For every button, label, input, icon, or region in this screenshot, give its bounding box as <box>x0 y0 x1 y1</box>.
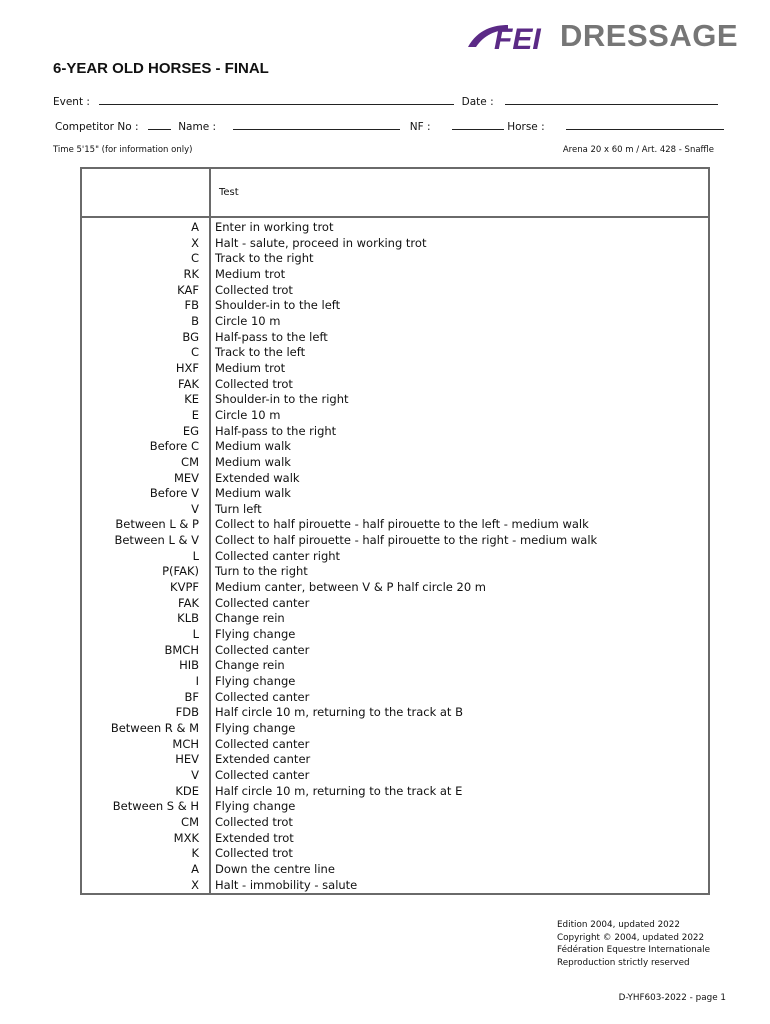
movement-text: Track to the left <box>215 345 306 360</box>
movement-letter: Between L & V <box>114 533 199 548</box>
table-row <box>82 674 708 690</box>
event-label: Event : <box>53 96 90 108</box>
movement-letter: HIB <box>179 658 199 673</box>
movement-letter: FAK <box>178 376 199 391</box>
table-row <box>82 220 708 236</box>
table-row <box>82 846 708 862</box>
movement-letter: P(FAK) <box>162 564 199 579</box>
movement-text: Collected canter <box>215 595 310 610</box>
movement-letter: HXF <box>175 360 199 375</box>
movement-letter: CM <box>181 814 199 829</box>
movement-text: Collected trot <box>215 282 293 297</box>
movement-letter: A <box>191 861 199 876</box>
nf-label: NF : <box>409 121 431 133</box>
movement-letter: E <box>191 407 199 422</box>
page-title: 6-YEAR OLD HORSES - FINAL <box>53 60 269 77</box>
table-row <box>82 549 708 565</box>
table-row <box>82 799 708 815</box>
movement-letter: FAK <box>178 595 199 610</box>
table-row <box>82 862 708 878</box>
table-row <box>82 424 708 440</box>
movement-letter: FB <box>184 298 199 313</box>
movement-text: Turn to the right <box>215 564 308 579</box>
copyright-line: Copyright © 2004, updated 2022 <box>557 932 705 943</box>
movement-text: Enter in working trot <box>215 220 334 234</box>
table-row <box>82 298 708 314</box>
table-row <box>82 721 708 737</box>
table-row <box>82 439 708 455</box>
table-row <box>82 878 708 894</box>
table-row <box>82 831 708 847</box>
logo-dressage-text: DRESSAGE <box>560 18 738 53</box>
table-row <box>82 533 708 549</box>
movement-text: Extended trot <box>215 830 294 845</box>
date-label: Date : <box>461 96 494 108</box>
movement-letter: MXK <box>173 830 199 845</box>
movement-text: Flying change <box>215 721 296 735</box>
table-row <box>82 580 708 596</box>
table-row <box>82 314 708 330</box>
movement-letter: L <box>192 548 199 563</box>
movement-letter: KLB <box>177 611 199 626</box>
movement-letter: KDE <box>175 783 199 798</box>
movement-text: Circle 10 m <box>215 407 281 422</box>
movement-letter: A <box>191 220 199 234</box>
movement-letter: I <box>195 674 199 689</box>
table-row <box>82 251 708 267</box>
movement-letter: BMCH <box>164 642 199 657</box>
movement-letter: KVPF <box>170 580 199 595</box>
movement-list <box>82 220 708 893</box>
nf-field[interactable] <box>452 120 504 130</box>
movement-letter: MCH <box>172 736 199 751</box>
table-row <box>82 768 708 784</box>
movement-letter: FDB <box>175 705 199 720</box>
table-row <box>82 471 708 487</box>
movement-text: Collected canter <box>215 642 310 657</box>
movement-letter: KAF <box>177 282 199 297</box>
movement-text: Medium canter, between V & P half circle 20 m <box>215 580 487 595</box>
movement-letter: BG <box>182 329 199 344</box>
table-row <box>82 283 708 299</box>
table-row <box>82 377 708 393</box>
table-row <box>82 392 708 408</box>
table-row <box>82 330 708 346</box>
movement-text: Medium trot <box>215 360 286 375</box>
horse-field[interactable] <box>566 120 724 130</box>
movement-text: Collect to half pirouette - half pirouette to the left - medium walk <box>215 517 589 532</box>
movement-text: Track to the right <box>215 251 314 266</box>
movement-text: Shoulder-in to the right <box>215 392 349 407</box>
movement-text: Shoulder-in to the left <box>215 298 341 313</box>
time-note: Time 5'15" (for information only) <box>53 145 193 155</box>
movement-text: Collected trot <box>215 814 293 829</box>
fei-logo-mark <box>464 19 556 53</box>
movement-letter: L <box>192 627 199 642</box>
movement-text: Medium walk <box>215 486 291 501</box>
movement-text: Half-pass to the right <box>215 423 337 438</box>
movement-letter: X <box>191 877 199 892</box>
movement-text: Extended canter <box>215 752 311 767</box>
table-row <box>82 486 708 502</box>
header-divider <box>82 216 708 218</box>
movement-text: Collected trot <box>215 376 293 391</box>
table-row <box>82 643 708 659</box>
movement-text: Collected canter right <box>215 548 341 563</box>
movement-letter: CM <box>181 454 199 469</box>
movement-text: Half circle 10 m, returning to the track at B <box>215 705 463 720</box>
table-row <box>82 267 708 283</box>
logo-fei-text: FEI <box>494 23 541 53</box>
table-row <box>82 705 708 721</box>
movement-text: Medium walk <box>215 439 291 454</box>
table-row <box>82 236 708 252</box>
movement-text: Collected canter <box>215 689 310 704</box>
reproduction-line: Reproduction strictly reserved <box>557 957 690 968</box>
table-row <box>82 502 708 518</box>
table-row <box>82 361 708 377</box>
movement-text: Flying change <box>215 799 296 814</box>
movement-text: Medium walk <box>215 454 291 469</box>
movement-letter: V <box>191 501 199 516</box>
movement-text: Half circle 10 m, returning to the track at E <box>215 783 463 798</box>
table-row <box>82 815 708 831</box>
movement-letter: Between L & P <box>115 517 199 532</box>
date-field[interactable] <box>505 95 718 105</box>
movement-letter: BF <box>184 689 199 704</box>
movement-text: Halt - immobility - salute <box>215 877 358 892</box>
table-row <box>82 517 708 533</box>
event-row <box>53 95 718 108</box>
movement-text: Collected canter <box>215 767 310 782</box>
movement-text: Change rein <box>215 611 285 626</box>
movement-letter: V <box>191 767 199 782</box>
event-field[interactable] <box>99 95 454 105</box>
test-table <box>80 167 710 895</box>
table-row <box>82 658 708 674</box>
movement-text: Flying change <box>215 627 296 642</box>
movement-letter: Before V <box>149 486 199 501</box>
edition-line: Edition 2004, updated 2022 <box>557 920 680 930</box>
movement-text: Change rein <box>215 658 285 673</box>
competitor-field[interactable] <box>148 120 171 130</box>
movement-letter: Between S & H <box>112 799 199 814</box>
movement-letter: X <box>191 235 199 250</box>
competitor-label: Competitor No : <box>55 121 139 133</box>
name-field[interactable] <box>233 120 400 130</box>
federation-line: Fédération Equestre Internationale <box>557 945 710 955</box>
movement-text: Circle 10 m <box>215 313 281 328</box>
movement-text: Down the centre line <box>215 861 335 876</box>
movement-letter: Before C <box>149 439 199 454</box>
movement-letter: HEV <box>175 752 199 767</box>
movement-letter: C <box>190 251 199 266</box>
movement-text: Half-pass to the left <box>215 329 328 344</box>
table-row <box>82 611 708 627</box>
movement-text: Collect to half pirouette - half pirouette to the right - medium walk <box>215 533 598 548</box>
table-row <box>82 408 708 424</box>
movement-text: Medium trot <box>215 266 286 281</box>
movement-text: Turn left <box>215 501 262 516</box>
movement-letter: K <box>191 846 199 861</box>
arena-note: Arena 20 x 60 m / Art. 428 - Snaffle <box>562 145 714 155</box>
table-row <box>82 345 708 361</box>
movement-text: Flying change <box>215 674 296 689</box>
table-row <box>82 627 708 643</box>
table-row <box>82 690 708 706</box>
movement-letter: C <box>190 345 199 360</box>
fei-dressage-logo <box>464 18 738 54</box>
table-row <box>82 784 708 800</box>
table-row <box>82 455 708 471</box>
movement-letter: MEV <box>173 470 199 485</box>
page-number: D-YHF603-2022 - page 1 <box>618 993 726 1003</box>
table-row <box>82 752 708 768</box>
test-column-header: Test <box>219 187 239 198</box>
table-row <box>82 596 708 612</box>
movement-text: Collected canter <box>215 736 310 751</box>
table-row <box>82 564 708 580</box>
horse-label: Horse : <box>507 121 545 133</box>
movement-text: Collected trot <box>215 846 293 861</box>
movement-letter: B <box>191 313 199 328</box>
competitor-row <box>55 120 724 133</box>
movement-letter: Between R & M <box>110 721 199 735</box>
edition-block <box>557 919 710 969</box>
movement-letter: KE <box>184 392 199 407</box>
name-label: Name : <box>178 121 217 133</box>
movement-text: Halt - salute, proceed in working trot <box>215 235 427 250</box>
movement-letter: EG <box>182 423 199 438</box>
table-row <box>82 737 708 753</box>
movement-letter: RK <box>183 266 199 281</box>
movement-text: Extended walk <box>215 470 300 485</box>
